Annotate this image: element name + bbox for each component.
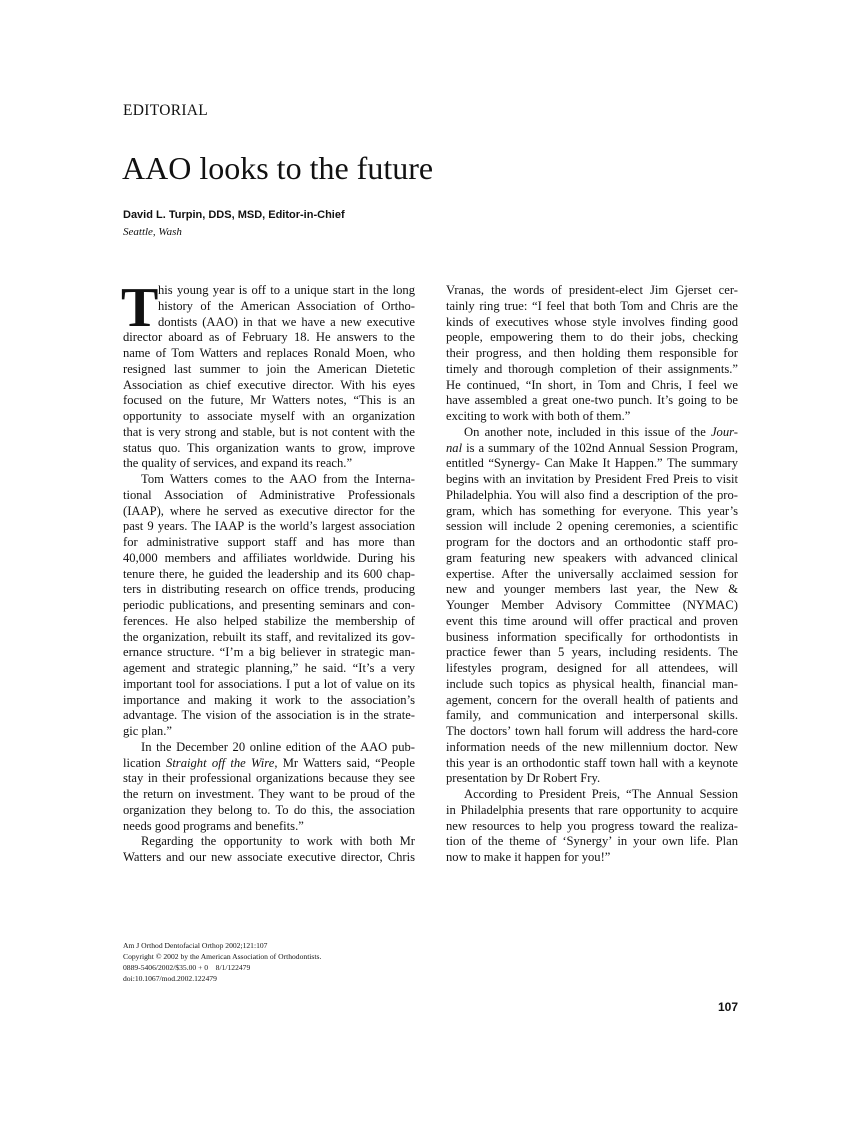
text-line: [123, 787, 415, 803]
text-line: [123, 299, 415, 315]
text-line: [446, 488, 738, 504]
line-text: focused on the future, Mr Watters notes, “This is an: [123, 393, 415, 408]
drop-cap: T: [121, 277, 159, 339]
text-line: [446, 456, 738, 472]
text-line: [123, 551, 415, 567]
text-line: [123, 315, 415, 331]
line-text: presentation by Dr Robert Fry.: [446, 771, 601, 786]
body-column-left: [121, 277, 416, 866]
line-text: include such topics as physical health, financial man-: [446, 676, 738, 691]
line-text: stay in their professional organizations because they see: [123, 771, 415, 786]
italic-text: Jour-: [710, 424, 738, 439]
text-line: [123, 614, 415, 630]
issn: 0889-5406/2002/$35.00 + 0 8/1/122479: [123, 963, 251, 972]
line-text: kinds of executives whose style involves finding good: [446, 314, 738, 329]
text-line: [123, 567, 415, 583]
text-line: [123, 819, 415, 835]
text-line: [123, 598, 415, 614]
text-line: [446, 598, 738, 614]
line-text: periodic publications, and presenting seminars and con-: [123, 598, 415, 612]
line-text: agement and strategic planning,” he said. “It’s a very: [123, 661, 415, 675]
line-text: director aboard as of February 18. He answers to the: [123, 330, 415, 345]
text-line: [446, 504, 738, 520]
text-line: [123, 409, 415, 425]
text-line: [123, 724, 415, 740]
author-byline: David L. Turpin, DDS, MSD, Editor-in-Chief: [123, 209, 345, 221]
line-text: people, empowering them to do their jobs, checking: [446, 330, 738, 345]
text-line: [123, 582, 415, 598]
text-line: [446, 551, 738, 567]
line-text: event this time around will offer practical and proven: [446, 613, 738, 628]
doi: doi:10.1067/mod.2002.122479: [123, 974, 217, 983]
text-line: [123, 630, 415, 646]
line-text: important tool for associations. I put a lot of value on its: [123, 676, 415, 691]
line-text: In the December 20 online edition of the AAO pub-: [141, 739, 415, 754]
text-line: [446, 708, 738, 724]
text-line: [446, 441, 738, 457]
line-text: expertise. After the universally acclaimed session for: [446, 566, 738, 581]
text-line: [446, 630, 738, 646]
text-line: [446, 756, 738, 772]
text-line: [123, 283, 415, 299]
text-line: [446, 567, 738, 583]
article-footer: [123, 940, 321, 984]
text-line: [446, 661, 738, 677]
text-line: [446, 819, 738, 835]
text-line: [446, 645, 738, 661]
text-line: [446, 299, 738, 315]
text-line: [446, 393, 738, 409]
line-text: name of Tom Watters and replaces Ronald Moen, who: [123, 346, 415, 360]
text-line: [123, 519, 415, 535]
line-text: have assembled a great one-two punch. It’s going to be: [446, 393, 738, 408]
text-line: [446, 409, 738, 425]
text-line: [446, 724, 738, 740]
text-line: [446, 614, 738, 630]
text-line: [123, 834, 415, 850]
italic-text: nal: [446, 440, 463, 455]
line-text: that is very strong and stable, but is not content with the: [123, 424, 415, 439]
line-text: business information specifically for orthodontists in: [446, 629, 738, 644]
line-text: begins with an invitation by President Fred Preis to visit: [446, 472, 738, 486]
line-text: status quo. This organization wants to grow, improve: [123, 440, 415, 455]
text-line: [123, 504, 415, 520]
line-text: tional Association of Administrative Professionals: [123, 487, 415, 502]
line-text: Regarding the opportunity to work with both Mr: [141, 834, 415, 849]
line-text: According to President Preis, “The Annual Session: [464, 787, 738, 801]
line-text: new and younger members last year, the New &: [446, 582, 738, 597]
text-line: [123, 850, 415, 866]
text-line: [446, 472, 738, 488]
text-line: [123, 645, 415, 661]
line-text: tenure there, he guided the leadership and its 600 chap-: [123, 566, 415, 581]
line-text: He continued, “In short, in Tom and Chris, I feel we: [446, 377, 738, 392]
text-line: [123, 393, 415, 409]
text-line: [446, 362, 738, 378]
text-line: [123, 456, 415, 472]
text-line: [123, 472, 415, 488]
line-text: session will include 2 opening ceremonies, a scientific: [446, 519, 738, 534]
text-line: [123, 756, 415, 772]
line-text: Vranas, the words of president-elect Jim Gjerset cer-: [446, 283, 738, 297]
text-line: [123, 425, 415, 441]
line-text: (IAAP), where he served as executive director for the: [123, 503, 415, 518]
section-label: EDITORIAL: [123, 102, 209, 119]
line-text: past 9 years. The IAAP is the world’s largest association: [123, 519, 415, 534]
line-text: timely and thorough completion of their assignments.”: [446, 361, 738, 376]
line-text: dontists (AAO) in that we have a new executive: [158, 314, 415, 329]
line-text: now to make it happen for you!”: [446, 850, 611, 864]
line-text: the quality of services, and expand its reach.”: [123, 456, 353, 471]
text-line: [446, 283, 738, 299]
author-location: Seattle, Wash: [123, 226, 182, 238]
line-text: tion of the theme of ‘Synergy’ in your own life. Plan: [446, 834, 738, 849]
line-text: organization they belong to. To do this, the association: [123, 802, 415, 817]
text-line: [123, 535, 415, 551]
line-text: entitled “Synergy- Can Make It Happen.” The summary: [446, 456, 738, 471]
line-text: their progress, and then holding them responsible for: [446, 346, 738, 360]
line-text: Tom Watters comes to the AAO from the Interna-: [141, 472, 415, 486]
line-text: practice fewer than 5 years, including residents. The: [446, 645, 738, 660]
line-text: Association as chief executive director. With his eyes: [123, 377, 415, 392]
line-text: history of the American Association of Ortho-: [158, 298, 415, 313]
line-text: the return on investment. They want to be proud of the: [123, 787, 415, 801]
text-line: [123, 362, 415, 378]
citation: Am J Orthod Dentofacial Orthop 2002;121:107: [123, 941, 268, 950]
line-text: needs good programs and benefits.”: [123, 818, 304, 833]
text-line: [446, 315, 738, 331]
line-text: information needs of the new millennium doctor. New: [446, 739, 738, 754]
text-line: [446, 519, 738, 535]
line-text: Philadelphia. You will also find a description of the pro-: [446, 487, 738, 502]
page-number: 107: [718, 1000, 739, 1014]
line-text: the organization, rebuilt its staff, and revitalized its gov-: [123, 629, 415, 644]
copyright: Copyright © 2002 by the American Association of Orthodontists.: [123, 952, 322, 961]
text-line: [123, 693, 415, 709]
text-line: [123, 378, 415, 394]
text-line: [123, 708, 415, 724]
text-line: [123, 488, 415, 504]
text-line: [446, 740, 738, 756]
text-line: [446, 346, 738, 362]
line-text: opportunity to associate myself with an organization: [123, 409, 415, 423]
article-title: AAO looks to the future: [122, 150, 434, 186]
line-text: tainly ring true: “I feel that both Tom and Chris are the: [446, 298, 738, 313]
line-text: ernance structure. “I’m a big believer in strategic man-: [123, 645, 415, 660]
text-line: [123, 740, 415, 756]
text-line: [446, 535, 738, 551]
text-line: [446, 850, 738, 866]
line-text: lifestyles program, designed for all attendees, will: [446, 661, 738, 675]
text-line: [446, 582, 738, 598]
line-text: , Mr Watters said, “People: [274, 755, 416, 770]
line-text: resigned last summer to join the American Dietetic: [123, 361, 415, 376]
line-text: Younger Member Advisory Committee (NYMAC): [446, 598, 738, 612]
line-text: The doctors’ town hall forum will address the hard-core: [446, 724, 738, 738]
line-text: new resources to help you progress toward the realiza-: [446, 818, 738, 833]
text-line: [123, 677, 415, 693]
text-line: [446, 771, 738, 787]
line-text: for administrative support staff and has more than: [123, 535, 415, 549]
text-line: [446, 803, 738, 819]
line-text: lication: [123, 755, 167, 770]
text-line: [446, 425, 738, 441]
line-text: advantage. The vision of the association is in the strate-: [123, 708, 415, 723]
text-line: [123, 771, 415, 787]
line-text: gic plan.”: [123, 724, 172, 738]
line-text: agement, concern for the overall health of patients and: [446, 692, 738, 707]
text-line: [446, 787, 738, 803]
text-line: [446, 693, 738, 709]
text-line: [446, 677, 738, 693]
text-line: [446, 834, 738, 850]
line-text: family, and communication and interpersonal skills.: [446, 708, 738, 723]
text-line: [123, 803, 415, 819]
line-text: gram featuring new speakers with advanced clinical: [446, 550, 738, 565]
text-line: [123, 330, 415, 346]
line-text: exciting to work with both of them.”: [446, 409, 631, 423]
line-text: in Philadelphia presents that rare opportunity to acquire: [446, 802, 738, 817]
line-text: ters in distributing research on office trends, producing: [123, 582, 415, 597]
text-line: [446, 330, 738, 346]
line-text: is a summary of the 102nd Annual Session Program,: [462, 440, 738, 455]
body-column-right: [446, 283, 738, 866]
line-text: On another note, included in this issue of the: [464, 424, 711, 439]
text-line: [446, 378, 738, 394]
line-text: Watters and our new associate executive director, Chris: [123, 850, 415, 864]
text-line: [123, 661, 415, 677]
text-line: [123, 441, 415, 457]
text-line: [123, 346, 415, 362]
line-text: 40,000 members and affiliates worldwide. During his: [123, 550, 415, 565]
italic-text: Straight off the Wire: [166, 755, 275, 770]
line-text: importance and making it work to the association’s: [123, 692, 415, 707]
line-text: ferences. He also helped stabilize the membership of: [123, 613, 415, 628]
line-text: this year is an orthodontic staff town hall with a keynote: [446, 755, 738, 770]
line-text: program for the doctors and an orthodontic staff pro-: [446, 535, 738, 549]
line-text: gram, which has something for everyone. This year’s: [446, 503, 738, 518]
line-text: his young year is off to a unique start in the long: [158, 283, 415, 297]
